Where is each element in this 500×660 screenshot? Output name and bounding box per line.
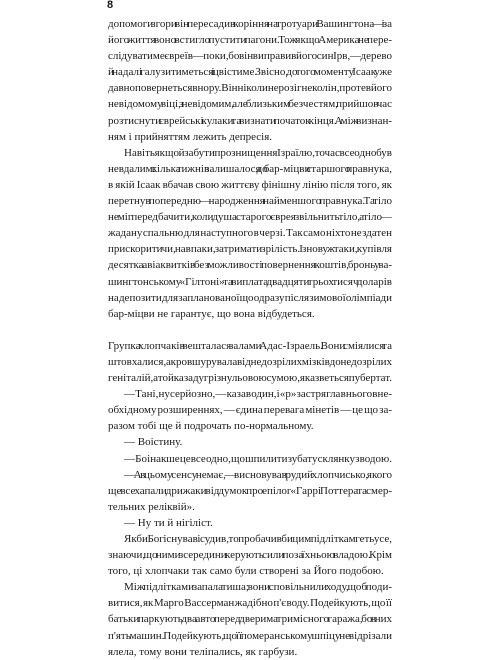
- text-line: слідуватиме євреїв — поки, бо він виправив його син Ірв, — дерево: [108, 50, 392, 63]
- text-line: на депозити для запланованої що одразу після зимової олімпіади: [108, 291, 392, 304]
- text-line: разом тобі ще й подрочать по-нормальному.: [108, 420, 314, 433]
- text-line: допомоги згори він пересадив коріння на тротуари Вашингтона — і за: [108, 18, 392, 30]
- text-line: — Бо інакше це все одно, що шпилити зубату склянку з водою.: [124, 452, 392, 465]
- section-break: [108, 322, 392, 338]
- text-line: геніталій, а той казад у грі з нульовою сумою, яка зветься пубертат.: [108, 372, 392, 385]
- text-line: прискорити чи, навпаки, затримати зрілість. І знову ж таки, купівля: [108, 243, 392, 256]
- text-line: й надалі галузитиметься і цвістиме. Звісно, до того моменту Ісаак уже: [108, 66, 392, 79]
- text-line: Якби Бог існував і судив, то пробачив би цим підліткам геть усе,: [124, 533, 392, 545]
- text-line: в якій Ісаак вбачав свою життєву фінішну лінію після того, як: [108, 178, 392, 191]
- text-line: не міг передбачити, коли душа старого єврея звільнить тіло, а тіло —: [108, 211, 392, 224]
- text-line: — Воістину.: [124, 436, 183, 449]
- text-line: Між підлітками запала тиша; вони сповільнили ходу, щоб поди-: [124, 581, 392, 594]
- text-line: того, ці хлопчаки так само були створені за Його подобою.: [108, 565, 384, 578]
- text-line: його життя воно встигло пустити пагони. Тож якщо Америка не пере-: [108, 34, 392, 47]
- text-line: бар-міцви не гарантує, що вона відбудеться.: [108, 307, 315, 320]
- text-line: жадану спальню для наступного в черзі. Так само ніхто не здатен: [108, 227, 392, 240]
- text-line: перетнув попередню — народження найменшого правнука. Та тіло: [108, 195, 392, 208]
- text-line: витися, як Марго Вассерман жадібно п'є воду. Подейкують, що її: [108, 597, 392, 610]
- text-line: давно повернеться в нору. Він ніколи не розігне колін, проте в його: [108, 82, 392, 95]
- text-line: Навіть якщо й забути про знищення Ізраїлю, то час все одно був: [124, 146, 392, 159]
- text-line: тельних реліквій».: [108, 500, 195, 513]
- text-line: — Ну ти й нігіліст.: [124, 516, 213, 529]
- text-line: Групка хлопчаків вешталася залами Адас-Ізраель. Вони сміялися та: [108, 339, 392, 352]
- text-line: знаючи, що ними зсередини керують сили поза їхньою владою. Крім: [108, 549, 392, 562]
- text-line: ялела, тому вони теліпались, як гарбузи.: [108, 645, 298, 658]
- text-line: — Та ні, ну серйозно, — казав один, і «р» застрягла в нього в не-: [124, 388, 392, 401]
- text-line: десятка авіаквитків без можливості повернення коштів, бронь у ва-: [108, 259, 392, 272]
- text-line: ням і прийняттям лежить депресія.: [108, 130, 273, 143]
- text-line: п'ять машин. Подейкують, що її померанському шпіцу не відрізали: [108, 629, 392, 642]
- text-line: обхідному розширеннях, — єдина перевага мінетів — це що за-: [108, 404, 392, 417]
- text-line: невдалим: кілька тижнів залишалося до бар-міцви старшого правнука,: [108, 162, 392, 175]
- text-line: невідомому віці, з невідомим, але близьким безчестям, прийшов час: [108, 98, 392, 111]
- text-line: розтиснути єврейські кулаки та визнати початок кінця. А між визнан-: [108, 114, 392, 127]
- text-line: ще все хапали дрижаки від думок про епілог «Гаррі Поттера та смер-: [108, 484, 392, 497]
- page-number: 8: [107, 0, 114, 11]
- body-text: [108, 16, 392, 660]
- text-line: — А в цьому сенсу немає, — висновував рудий хлопчисько, якого: [124, 468, 392, 481]
- text-line: штовхалися, а кров шурувала від недозрілих мізків до недозрілих: [108, 355, 392, 368]
- text-line: шингтонському «Гілтоні» та виплата двадцяти трьох тисяч доларів: [108, 275, 392, 288]
- text-line: батьки паркують два авто перед дверима тримісного гаража, бо в них: [108, 613, 392, 626]
